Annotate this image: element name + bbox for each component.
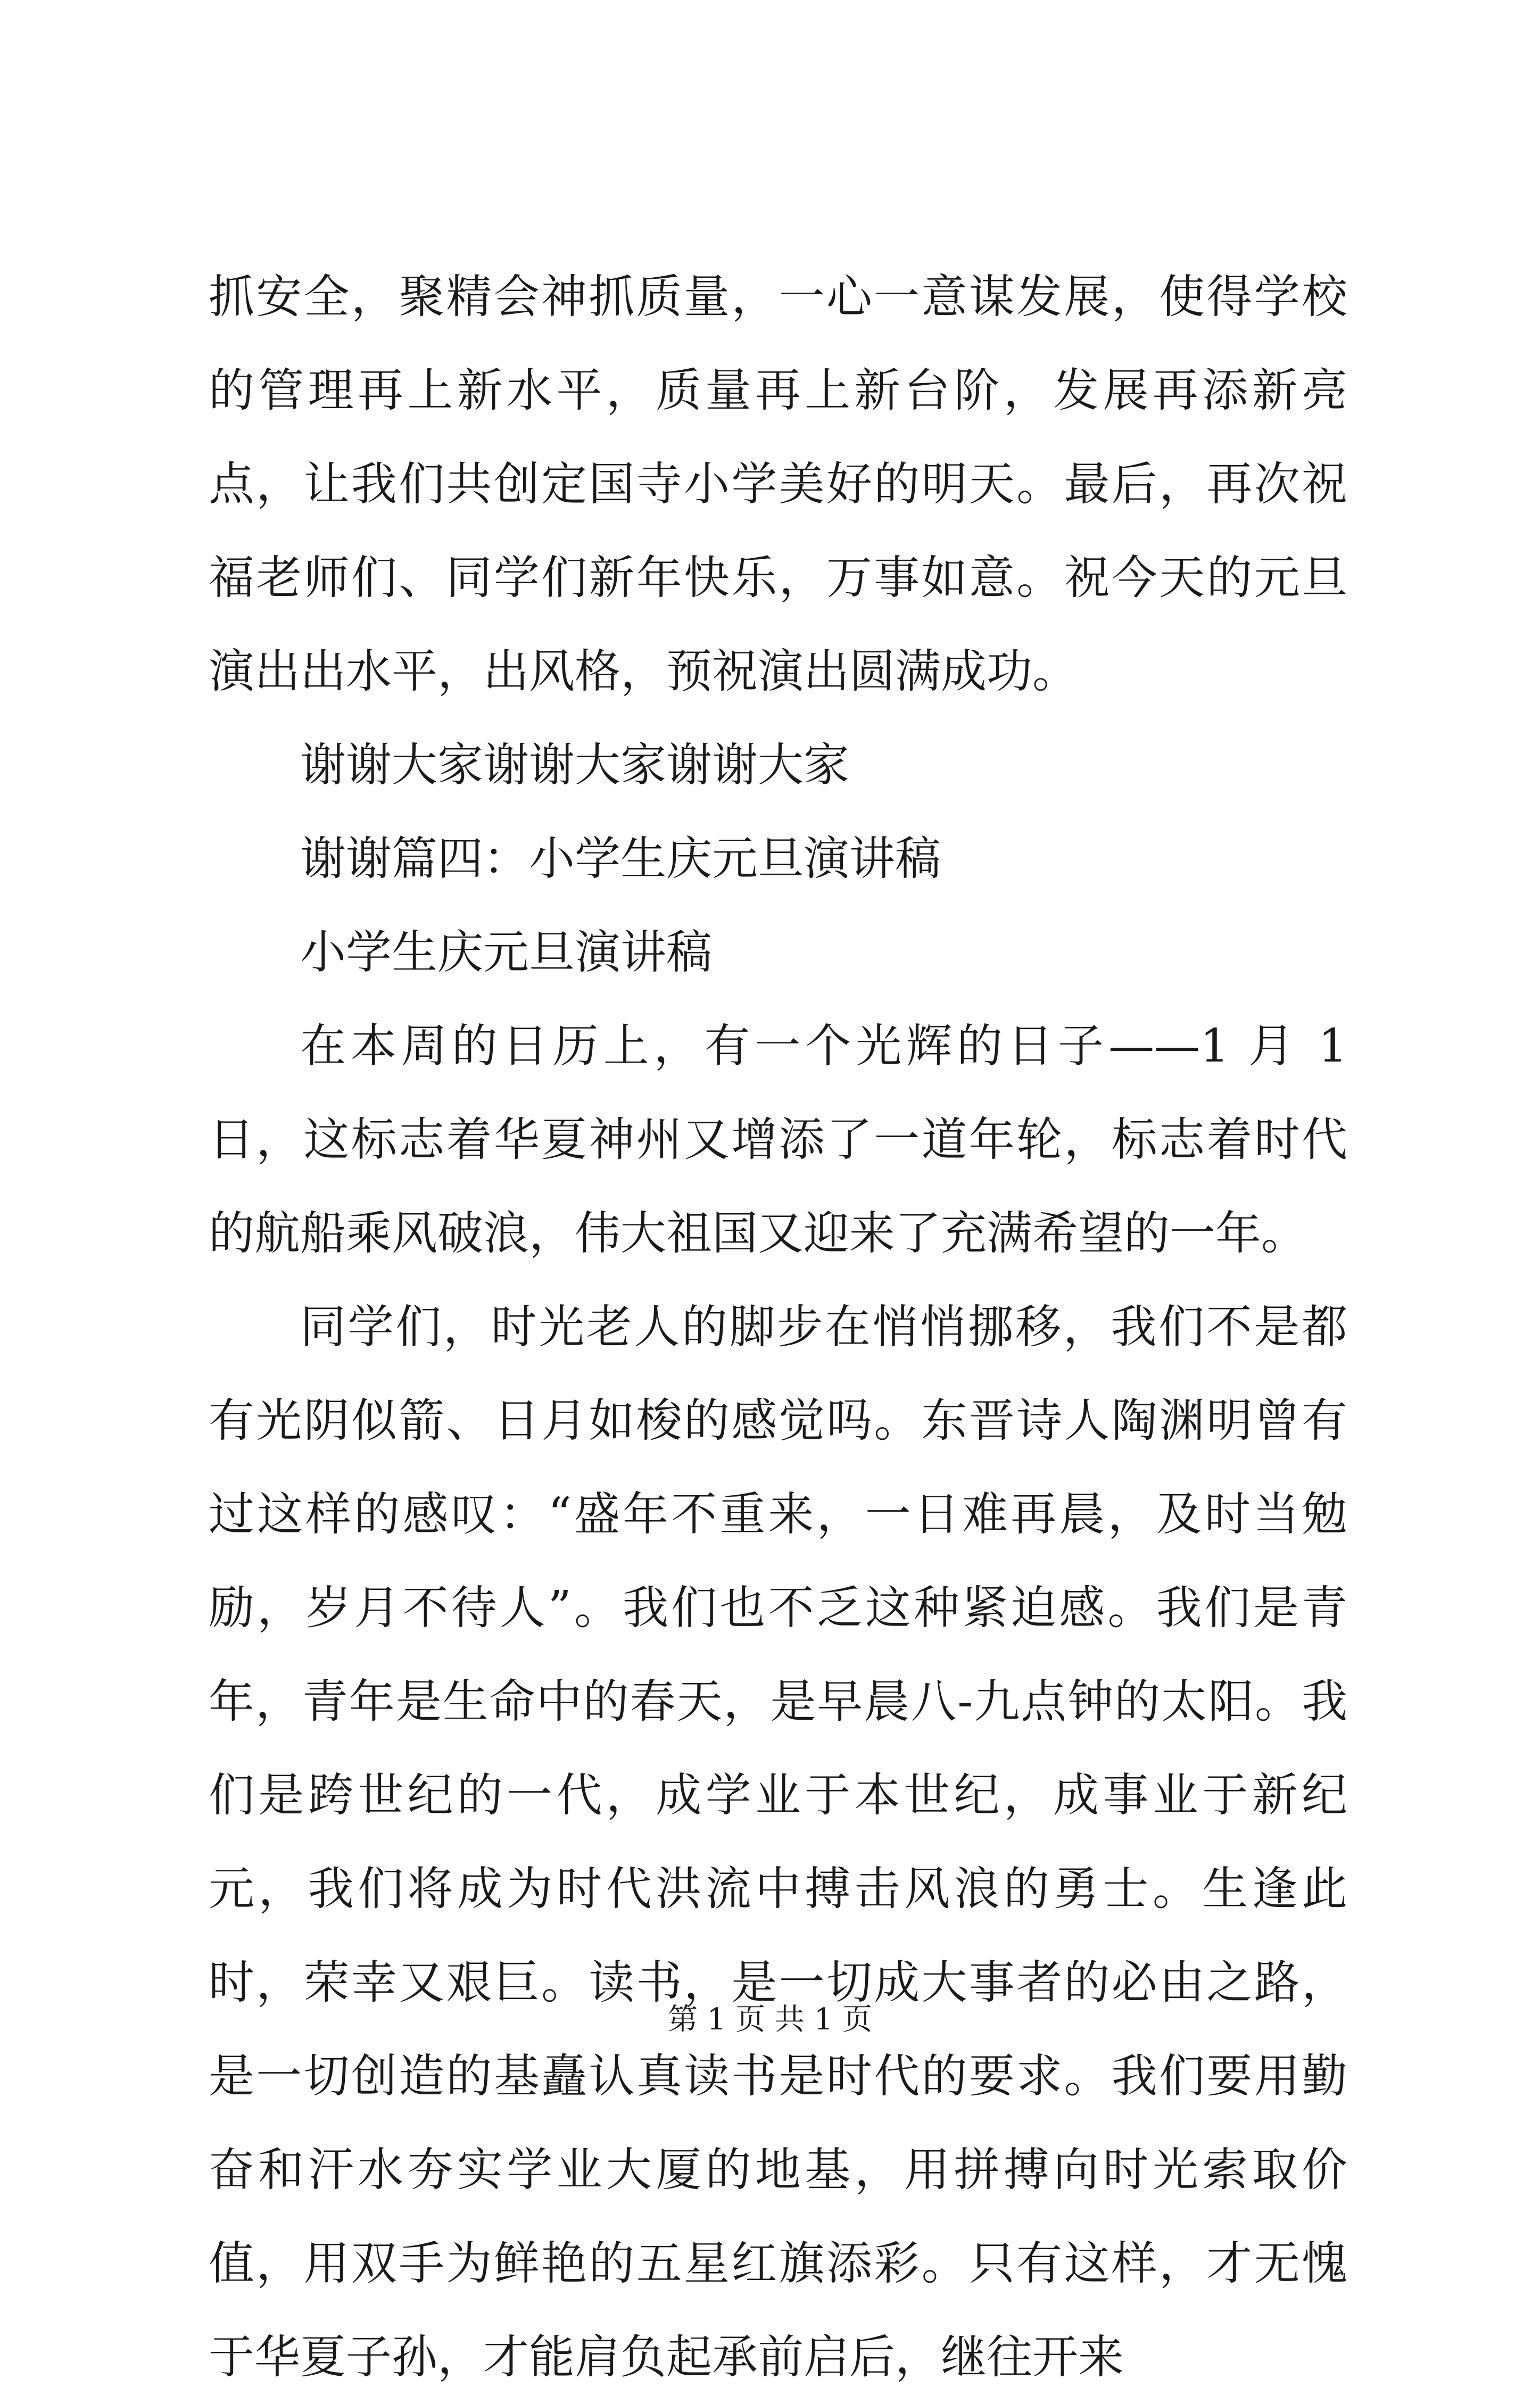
paragraph-thanks: 谢谢大家谢谢大家谢谢大家 bbox=[300, 739, 849, 792]
paragraph-students: 同学们，时光老人的脚步在悄悄挪移，我们不是都有光阴似箭、日月如梭的感觉吗。东晋诗人陶渊明曾有过这样的感叹：“盛年不重来，一日难再晨，及时当勉励，岁月不待人”。我们也不乏这种紧迫感。我们是青年，青年是生命中的春天，是早晨八-九点钟的太阳。我们是跨世纪的一代，成学业于本世纪，成事业于新纪元，我们将成为时代洪流中搏击风浪的勇士。生逢此时，荣幸又艰巨。读书，是一切成大事者的必由之路，是一切创造的基矗认真读书是时代的要求。我们要用勤奋和汗水夯实学业大厦的地基，用拼搏向时光索取价值，用双手为鲜艳的五星红旗添彩。只有这样，才无愧于华夏子孙，才能肩负起承前启后，继往开来 bbox=[209, 1300, 1347, 2384]
page-footer: 第 1 页 共 1 页 bbox=[667, 2002, 873, 2037]
document-body bbox=[209, 250, 1347, 2404]
paragraph-new-year: 在本周的日历上，有一个光辉的日子——1 月 1 日，这标志着华夏神州又增添了一道年轮，标志着时代的航船乘风破浪，伟大祖国又迎来了充满希望的一年。 bbox=[209, 1019, 1347, 1260]
speech-title: 小学生庆元旦演讲稿 bbox=[300, 926, 712, 979]
section-heading: 谢谢篇四：小学生庆元旦演讲稿 bbox=[300, 832, 941, 885]
paragraph-continuation: 抓安全，聚精会神抓质量，一心一意谋发展，使得学校的管理再上新水平，质量再上新台阶，发展再添新亮点，让我们共创定国寺小学美好的明天。最后，再次祝福老师们、同学们新年快乐，万事如意。祝今天的元旦演出出水平，出风格，预祝演出圆满成功。 bbox=[209, 270, 1347, 698]
